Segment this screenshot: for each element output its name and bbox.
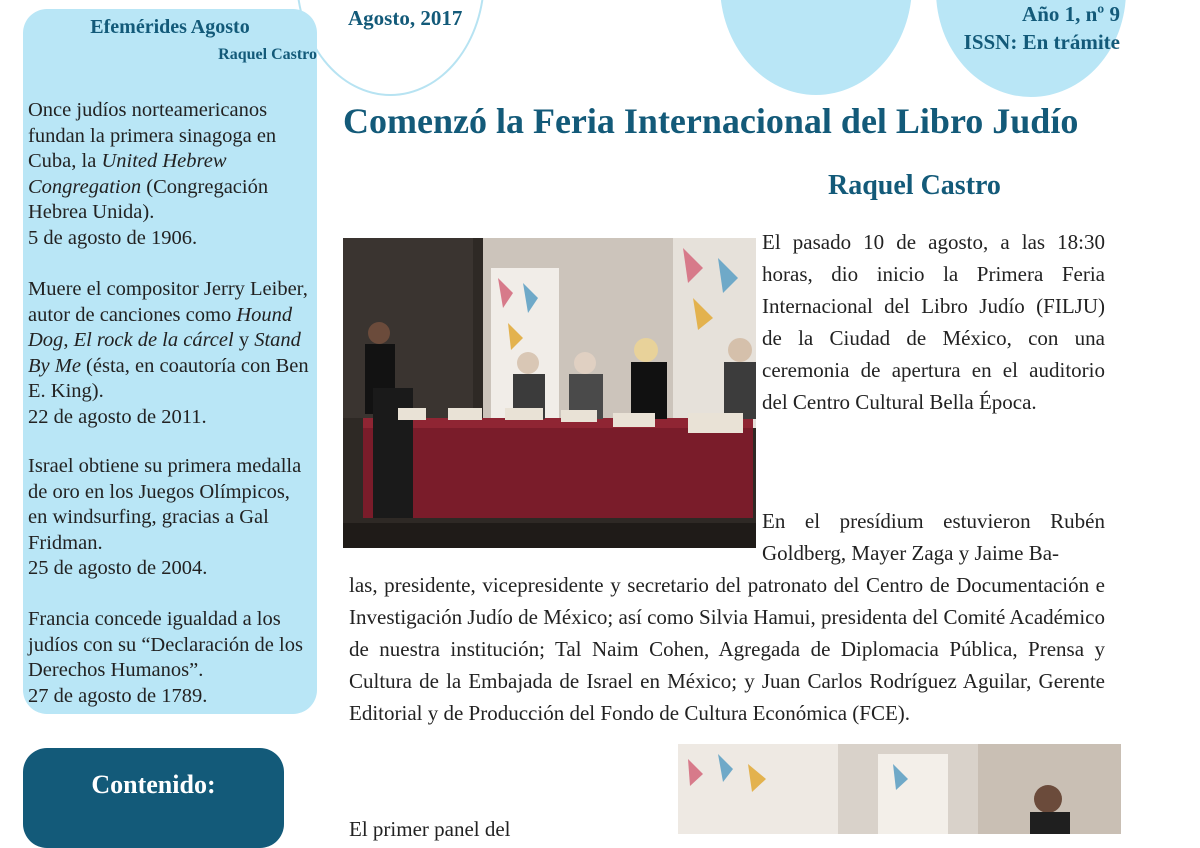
contents-box [23, 748, 284, 848]
efemeride-item [28, 607, 312, 709]
event-photo [678, 744, 1121, 834]
issue-info [964, 0, 1120, 56]
efemeride-date: 5 de agosto de 1906. [28, 226, 198, 249]
efemeride-item [28, 277, 312, 430]
sidebar-author: Raquel Castro [218, 46, 317, 63]
article-paragraph: El primer panel del [349, 817, 511, 841]
sidebar-title: Efemérides Agosto [90, 16, 250, 38]
efemeride-text: Muere el compositor Jerry Leiber, autor de canciones como Hound Dog, El rock de la cárcel y Stand By Me (ésta, en coautoría con Ben E. King). [28, 278, 309, 402]
article-paragraph: las, presidente, vicepresidente y secretario del patronato del Centro de Documentación e Investigación Judío de México; así como Silvia Hamui, presidenta del Comité Académico de nuestra institución; Tal Naim Cohen, Agregada de Diplomacia Pública, Prensa y Cultura de la Embajada de Israel en México; y Juan Carlos Rodríguez Aguilar, Gerente Editorial y de Producción del Fondo de Cultura Económica (FCE). [349, 573, 1105, 725]
efemeride-date: 27 de agosto de 1789. [28, 684, 208, 707]
article-paragraph: El pasado 10 de agosto, a las 18:30 horas, dio inicio la Primera Feria Internacional del Libro Judío (FILJU) de la Ciudad de México, con una ceremonia de apertura en el auditorio del Centro Cultural Bella Época. [762, 230, 1105, 414]
efemeride-text: Francia concede igualdad a los judíos con su “Declaración de los Derechos Humanos”. [28, 608, 303, 681]
article-byline: Raquel Castro [828, 170, 1001, 201]
issue-date: Agosto, 2017 [348, 6, 463, 30]
efemeride-text: Once judíos norteamericanos fundan la primera sinagoga en Cuba, la United Hebrew Congregation (Congregación Hebrea Unida). [28, 99, 277, 223]
article-headline: Comenzó la Feria Internacional del Libro Judío [343, 101, 1079, 141]
efemeride-text: Israel obtiene su primera medalla de oro en los Juegos Olímpicos, en windsurfing, gracias a Gal Fridman. [28, 455, 302, 554]
efemeride-item [28, 454, 312, 582]
efemeride-date: 22 de agosto de 2011. [28, 405, 207, 428]
efemerides-sidebar [23, 9, 317, 714]
contents-title: Contenido: [91, 770, 216, 799]
ceremony-photo [343, 238, 756, 548]
issn: ISSN: En trámite [963, 30, 1120, 54]
efemeride-item [28, 98, 312, 251]
efemeride-date: 25 de agosto de 2004. [28, 557, 208, 579]
header-circle-filled [720, 0, 912, 95]
issue-number: Año 1, nº 9 [1022, 2, 1120, 26]
article-paragraph: En el presídium estuvieron Rubén Goldberg, Mayer Zaga y Jaime Ba- [762, 509, 1105, 565]
